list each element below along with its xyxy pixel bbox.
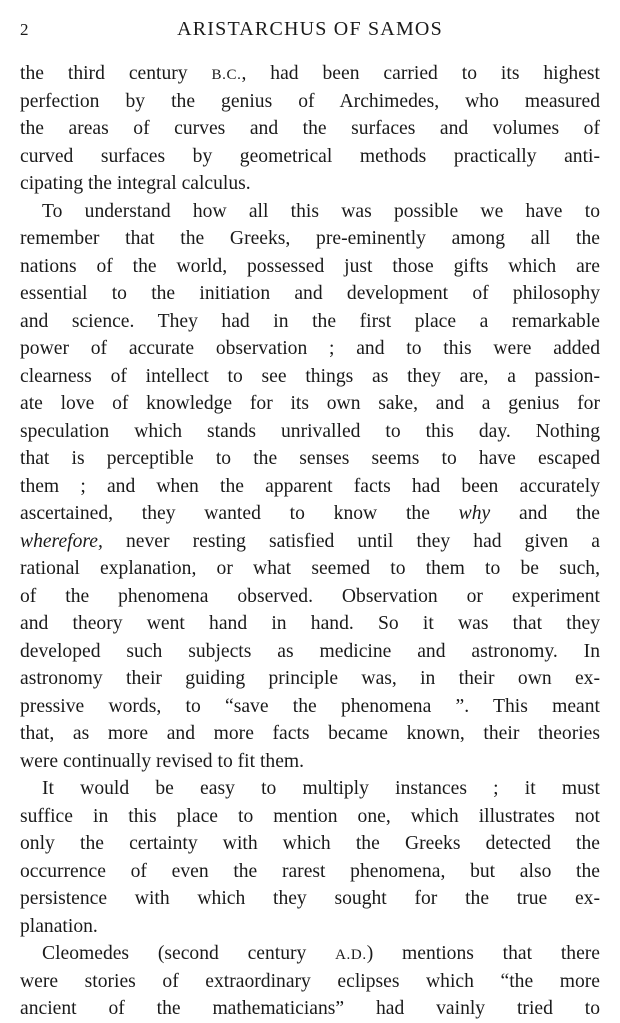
text-run: nations of the world, possessed just those gifts which are	[20, 255, 600, 277]
text-run: To understand how all this was possible we have to	[42, 200, 600, 222]
text-run: that is perceptible to the senses seems to have escaped	[20, 448, 600, 469]
text-run: the areas of curves and the surfaces and volumes of	[20, 118, 600, 139]
text-run: only the certainty with which the Greeks detected the	[20, 833, 600, 854]
body-text	[20, 60, 600, 1023]
text-line	[20, 143, 600, 171]
italic-text: wherefore,	[20, 530, 103, 552]
text-line	[20, 858, 600, 886]
text-line	[20, 748, 600, 776]
text-run: speculation which stands unrivalled to this day. Nothing	[20, 420, 600, 442]
text-line	[20, 115, 600, 143]
text-run: suffice in this place to mention one, which illustrates not	[20, 805, 600, 827]
text-run: rational explanation, or what seemed to them to be such,	[20, 558, 600, 579]
text-line	[20, 280, 600, 308]
paragraph	[20, 940, 600, 1023]
text-run: ascertained, they wanted to know the	[20, 503, 459, 524]
text-line	[20, 693, 600, 721]
small-caps-text: A.D.	[335, 947, 367, 963]
text-line	[20, 995, 600, 1023]
text-run: the third century	[20, 63, 212, 84]
italic-text: why	[458, 503, 491, 524]
page-number: 2	[20, 20, 29, 39]
text-line	[20, 638, 600, 666]
text-line	[20, 253, 600, 281]
text-line	[20, 170, 600, 198]
text-run: essential to the initiation and development of philosophy	[20, 283, 600, 304]
small-caps-text: B.C.	[211, 67, 242, 83]
text-line	[20, 940, 600, 968]
text-line	[20, 913, 600, 941]
text-run: were continually revised to fit them.	[20, 750, 305, 772]
text-run: ate love of knowledge for its own sake, and a genius for	[20, 393, 600, 414]
text-line	[20, 885, 600, 913]
text-run: never resting satisfied until they had given a	[102, 530, 600, 552]
text-line	[20, 308, 600, 336]
text-line	[20, 665, 600, 693]
text-run: of the phenomena observed. Observation or experiment	[20, 585, 600, 607]
text-run: clearness of intellect to see things as they are, a passion-	[20, 365, 600, 387]
text-line	[20, 225, 600, 253]
text-line	[20, 610, 600, 638]
text-run: that, as more and more facts became known, their theories	[20, 723, 600, 744]
text-run: astronomy their guiding principle was, in their own ex-	[20, 668, 600, 689]
text-run: It would be easy to multiply instances ; it must	[42, 778, 600, 799]
text-run: occurrence of even the rarest phenomena, but also the	[20, 860, 600, 882]
text-line	[20, 803, 600, 831]
text-line	[20, 390, 600, 418]
text-run: them ; and when the apparent facts had been accurately	[20, 475, 600, 497]
text-run: developed such subjects as medicine and astronomy. In	[20, 640, 600, 662]
text-run: and the	[490, 503, 601, 524]
paragraph	[20, 775, 600, 940]
text-run: ) mentions that there	[366, 943, 600, 964]
running-head	[20, 18, 600, 46]
text-run: were stories of extraordinary eclipses which “the more	[20, 970, 600, 992]
text-line	[20, 555, 600, 583]
paragraph	[20, 60, 600, 198]
text-run: planation.	[20, 915, 98, 937]
running-title: ARISTARCHUS OF SAMOS	[177, 18, 443, 40]
text-run: Cleomedes (second century	[42, 943, 336, 964]
text-run: power of accurate observation ; and to this were added	[20, 338, 600, 359]
text-line	[20, 198, 600, 226]
text-line	[20, 363, 600, 391]
text-run: pressive words, to “save the phenomena ”. This meant	[20, 695, 600, 717]
text-line	[20, 473, 600, 501]
text-line	[20, 418, 600, 446]
text-run: cipating the integral calculus.	[20, 173, 251, 194]
text-line	[20, 500, 600, 528]
text-run: ancient of the mathematicians” had vainly tried to	[20, 998, 600, 1019]
text-run: , had been carried to its highest	[241, 63, 600, 84]
text-run: persistence with which they sought for the true ex-	[20, 888, 600, 909]
text-run: and science. They had in the first place a remarkable	[20, 310, 600, 332]
text-line	[20, 830, 600, 858]
text-line	[20, 445, 600, 473]
text-line	[20, 720, 600, 748]
text-run: perfection by the genius of Archimedes, who measured	[20, 90, 600, 112]
text-line	[20, 583, 600, 611]
text-run: curved surfaces by geometrical methods practically anti-	[20, 145, 600, 167]
text-line	[20, 88, 600, 116]
text-line	[20, 528, 600, 556]
text-run: remember that the Greeks, pre-eminently among all the	[20, 228, 600, 249]
text-line	[20, 775, 600, 803]
text-run: and theory went hand in hand. So it was that they	[20, 613, 600, 634]
paragraph	[20, 198, 600, 776]
text-line	[20, 968, 600, 996]
text-line	[20, 335, 600, 363]
text-line	[20, 60, 600, 88]
